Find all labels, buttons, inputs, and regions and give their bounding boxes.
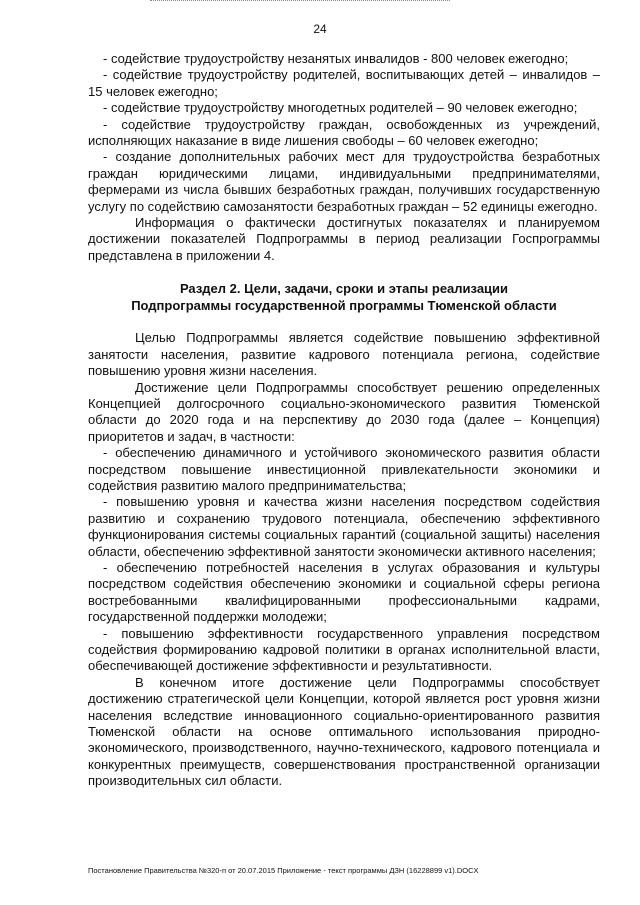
list-item: - повышению уровня и качества жизни населения посредством содействия развитию и сохранению трудового потенциала, обеспечению эффективного функционирования системы социальных гарантий (социальной защиты) населения области, обеспечению эффективной занятости экономически активного населения; bbox=[88, 494, 600, 559]
list-item: - содействие трудоустройству родителей, воспитывающих детей – инвалидов – 15 человек ежегодно; bbox=[88, 67, 600, 99]
list-item: - содействие трудоустройству граждан, освобожденных из учреждений, исполняющих наказание в виде лишения свободы – 60 человек ежегодно; bbox=[88, 116, 600, 149]
document-footer: Постановление Правительства №320-п от 20.07.2015 Приложение - текст программы ДЗН (16228899 v1).DOCX bbox=[88, 866, 479, 875]
scan-top-mark bbox=[150, 0, 450, 3]
list-item: - повышению эффективности государственного управления посредством содействия формированию кадровой политики в органах исполнительной власти, обеспечивающей достижение эффективности и результативности. bbox=[88, 625, 600, 674]
list-item: - обеспечению потребностей населения в услугах образования и культуры посредством содействия обеспечению экономики и социальной сферы региона востребованными квалифицированными профессиональными кадрами, государственной поддержки молодежи; bbox=[88, 559, 600, 625]
achievement-paragraph: Достижение цели Подпрограммы способствует решению определенных Концепцией долгосрочного социально-экономического развития Тюменской области до 2020 года и на перспективу до 2030 года (далее – Концепция) приоритетов и задач, в частности: bbox=[88, 379, 600, 444]
spacer bbox=[88, 264, 600, 280]
page-number: 24 bbox=[313, 22, 327, 36]
info-paragraph: Информация о фактически достигнутых показателях и планируемом достижении показателей Подпрограммы в период реализации Госпрограммы представлена в приложении 4. bbox=[88, 215, 600, 263]
section-heading-line-1: Раздел 2. Цели, задачи, сроки и этапы реализации bbox=[179, 281, 509, 297]
list-item: - содействие трудоустройству незанятых инвалидов - 800 человек ежегодно; bbox=[103, 51, 569, 66]
list-item: - содействие трудоустройству многодетных родителей – 90 человек ежегодно; bbox=[103, 100, 578, 116]
list-item: - обеспечению динамичного и устойчивого экономического развития области посредством повышение инвестиционной привлекательности экономики и содействия развитию малого предпринимательства; bbox=[88, 445, 600, 493]
document-body bbox=[88, 51, 600, 790]
spacer bbox=[88, 314, 600, 330]
list-item: - создание дополнительных рабочих мест для трудоустройства безработных граждан юридическими лицами, индивидуальными предпринимателями, фермерами из числа бывших безработных граждан, получивших государственную услугу по содействию самозанятости безработных граждан – 52 единицы ежегодно. bbox=[88, 149, 600, 214]
section-heading-line-2: Подпрограммы государственной программы Тюменской области bbox=[131, 298, 557, 314]
final-paragraph: В конечном итоге достижение цели Подпрограммы способствует достижению стратегической цели Концепции, которой является рост уровня жизни населения вследствие инновационного социально-ориентированного развития Тюменской области на основе оптимального использования природно-экономического, производственного, научно-технического, кадрового потенциала и конкурентных преимуществ, совершенствования пространственной организации производительных сил области. bbox=[88, 674, 600, 789]
goal-paragraph: Целью Подпрограммы является содействие повышению эффективной занятости населения, развитие кадрового потенциала региона, содействие повышению уровня жизни населения. bbox=[88, 330, 600, 379]
